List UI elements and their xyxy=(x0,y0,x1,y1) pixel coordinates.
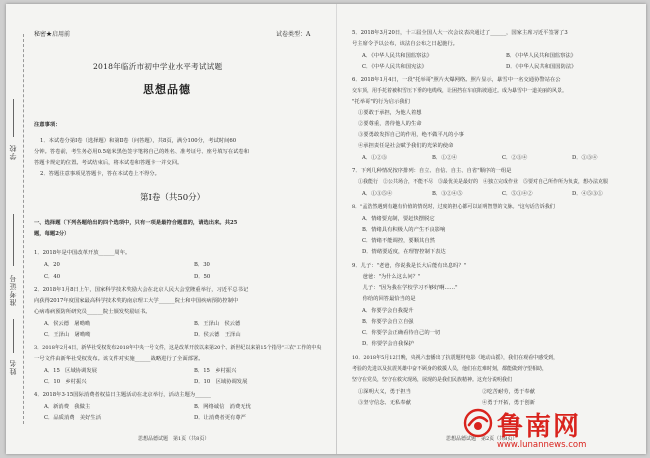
answer-option: C．你要学会正确看待自己的一切 xyxy=(362,330,441,336)
left-page xyxy=(26,4,331,454)
answer-option: D．④⑤③① xyxy=(572,191,603,197)
answer-option: A．①②③ xyxy=(362,155,388,161)
answer-option: B．15 乡村振兴 xyxy=(194,368,237,374)
question-stem: 坚守在党员，坚守在救灾现场，展现的是我们民族精神。这充分说明我们 xyxy=(352,377,513,383)
notice-heading: 注意事项： xyxy=(34,122,61,128)
section-intro: 题，每题2分） xyxy=(34,231,70,237)
exam-sheet xyxy=(6,4,646,454)
question-stem: 你给的回答最恰当的是 xyxy=(352,296,416,302)
answer-option: C．40 xyxy=(44,274,61,280)
site-logo-icon xyxy=(463,408,493,438)
question-stem: 1．2018年是中国改革开放______周年。 xyxy=(34,250,131,256)
answer-option: A．侯云德 屠呦呦 xyxy=(44,321,91,327)
question-stem: ①我能行 ②公共场合，不能不尽 ③最优美是最好的 ④独立完成作业 ⑤要对自己所作所为负责，想办法克服 xyxy=(358,179,609,185)
answer-option: D．你要学会自我保护 xyxy=(362,341,414,347)
answer-option: A．情绪要克制，要赶快摆脱它 xyxy=(362,216,435,222)
answer-option: D．《中华人民共和国国防法》 xyxy=(506,64,577,70)
question-stem: 9．儿子："老爸，你说我是长大后能有出息吗？" xyxy=(352,263,467,269)
binding-margin xyxy=(6,4,26,454)
section-title: 第Ⅰ卷（共50分） xyxy=(140,193,206,203)
answer-option: C．情绪不能调控，要顺其自然 xyxy=(362,238,435,244)
answer-option: D．①③④ xyxy=(572,155,598,161)
site-watermark xyxy=(461,404,650,456)
answer-option: B．《中华人民共和国监察法》 xyxy=(506,53,577,59)
statement-item: ③坚守信念、无私奉献 xyxy=(358,400,411,406)
answer-option: A．①③⑤④ xyxy=(362,191,393,197)
statement-item: ③要勇敢发挥自己的作用，绝不做平凡的小事 xyxy=(358,132,464,138)
binding-dash-line xyxy=(23,34,24,424)
answer-option: C．②③④ xyxy=(502,155,528,161)
answer-option: B．③②④⑤ xyxy=(432,191,463,197)
statement-item: ④勇于开拓，勇于创新 xyxy=(482,400,535,406)
answer-option: B．30 xyxy=(194,262,210,268)
secret-label: 秘密★启用前 xyxy=(34,31,71,38)
question-stem: 8．"孟浩然遇到有趣有价值的情况时，过度的担心都可以证明智慧的文脉。"这句话告诉我们 xyxy=(352,204,555,210)
answer-option: C．品质消费 美好生活 xyxy=(44,415,102,421)
question-stem: 5．2018年3月20日，十三届全国人大一次会议表决通过了______，国家主席习近平签署了3 xyxy=(352,30,568,36)
question-stem: 10．2018年5月12日晚，央视六套播出了抗震题材电影《地动山摇》，我们在观看中感受到， xyxy=(352,355,559,361)
question-stem: 考验的先进以及抗震英雄中奋不顾身的救援人员，他们在危难时刻，都能做到守望相助， xyxy=(352,366,548,372)
answer-option: D．50 xyxy=(194,274,211,280)
question-stem: 交车顶，用手托着被积雪压下垂的电缆线，让困挡在车底陷坡通过。成为暴雪中一道美丽的风景。 xyxy=(352,88,568,94)
answer-option: C．10 乡村振兴 xyxy=(44,379,87,385)
statement-item: ①深明大义，勇于担当 xyxy=(358,389,411,395)
page-footer: 思想品德试题 第1页（共8页） xyxy=(138,436,210,442)
notice-line: 分钟。答卷前，考生务必用0.5毫米黑色签字笔将自己的姓名、准考证号、座号填写在试卷和 xyxy=(34,149,250,155)
question-stem: 心病毒病预防所研究员______院士颁发奖励证书。 xyxy=(34,309,151,315)
page-fold xyxy=(336,4,337,454)
question-stem: 号主席令予以公布，该法自公布之日起施行。 xyxy=(352,41,458,47)
question-stem: 儿子："因为我在学校学习不够好啊……" xyxy=(352,285,458,291)
answer-option: A．20 xyxy=(44,262,60,268)
binding-label-name: 姓名 xyxy=(9,359,17,375)
question-stem: 一号文件由新华社受权发布。该文件对实施______战略进行了全面部署。 xyxy=(34,356,204,362)
answer-option: C．《中华人民共和国宪法》 xyxy=(362,64,427,70)
answer-option: A．你要学会自我提升 xyxy=(362,308,414,314)
answer-option: A．新消费 我做主 xyxy=(44,404,91,410)
statement-item: ①要敢于承担，为他人着想 xyxy=(358,110,422,116)
answer-option: B．①②④ xyxy=(432,155,458,161)
answer-option: D．情绪要适度，在理智控制下表达 xyxy=(362,249,446,255)
binding-label-school: 学校 xyxy=(9,144,17,160)
question-stem: 3．2018年2月4日，新华社受权发布2018年中央一号文件，这是改革开放以来第20个、新世纪以来第15个指导"三农"工作的中央 xyxy=(34,345,322,351)
question-stem: 爸爸："为什么这么问？" xyxy=(352,274,421,280)
question-stem: "托举哥"的行为启示我们 xyxy=(352,99,410,105)
answer-option: D．10 区域协调发展 xyxy=(194,379,248,385)
answer-option: D．侯云德 王泽山 xyxy=(194,332,241,338)
section-intro: 一、选择题（下列各题给出的四个选项中，只有一项是最符合题意的，请选出来。共25 xyxy=(34,220,238,226)
question-stem: 向获得2017年度国家最高科学技术奖的南京理工大学______院士和中国疾病预防控制中 xyxy=(34,298,239,304)
page-footer: 思想品德试题 第2页（共8页） xyxy=(446,436,518,442)
binding-line xyxy=(13,99,14,137)
question-stem: 6．2018年1月4日，一段"托举哥"照片火爆网络。照片显示，暴雪中一名交通协警站在公 xyxy=(352,77,561,83)
statement-item: ④承担责任是社会赋予我们的光荣的使命 xyxy=(358,143,454,149)
question-stem: 4．2018年3·15国际消费者权益日主题活动在北京举行，活动主题为______ xyxy=(34,392,211,398)
answer-option: C．王泽山 屠呦呦 xyxy=(44,332,91,338)
answer-option: B．王泽山 侯云德 xyxy=(194,321,241,327)
answer-option: D．让消费者更有尊严 xyxy=(194,415,246,421)
question-stem: 2．2018年1月8日上午，国家科学技术奖励大会在北京人民大会堂隆重举行，习近平总书记 xyxy=(34,287,249,293)
answer-option: B．情绪具有积极人的产生不良影响 xyxy=(362,227,446,233)
binding-label-exam-number: 准考证号 xyxy=(9,274,17,306)
statement-item: ②吃苦耐劳，勇于奉献 xyxy=(482,389,535,395)
watermark-url: www.lunannews.com xyxy=(497,440,587,450)
statement-item: ②要尊重，善待他人的生命 xyxy=(358,121,422,127)
answer-option: C．⑤①④② xyxy=(502,191,533,197)
watermark-title: 鲁南网 xyxy=(497,412,582,442)
subject-title: 思想品德 xyxy=(143,83,191,96)
answer-option: A．15 区域协调发展 xyxy=(44,368,97,374)
answer-option: A．《中华人民共和国监察法》 xyxy=(362,53,433,59)
exam-title: 2018年临沂市初中学业水平考试试题 xyxy=(93,62,223,71)
notice-line: 答题卡规定的位置。考试结束后，将本试卷和答题卡一并交回。 xyxy=(34,160,183,166)
right-page xyxy=(346,4,642,454)
notice-line: 2．答题注意事项见答题卡，答在本试卷上不得分。 xyxy=(40,171,160,177)
binding-line xyxy=(13,214,14,266)
question-stem: 7．下列几种情况按序排列：自立、自信、自主、自省"顺序的一组是 xyxy=(352,168,512,174)
binding-line xyxy=(13,319,14,353)
notice-line: 1．本试卷分第Ⅰ卷（选择题）和第Ⅱ卷（问答题），共8页，满分100分，考试时间60 xyxy=(40,138,237,144)
answer-option: B．你要学会自立自强 xyxy=(362,319,414,325)
exam-type: 试卷类型：A xyxy=(276,31,311,38)
answer-option: B．网络诚信 消费无忧 xyxy=(194,404,251,410)
